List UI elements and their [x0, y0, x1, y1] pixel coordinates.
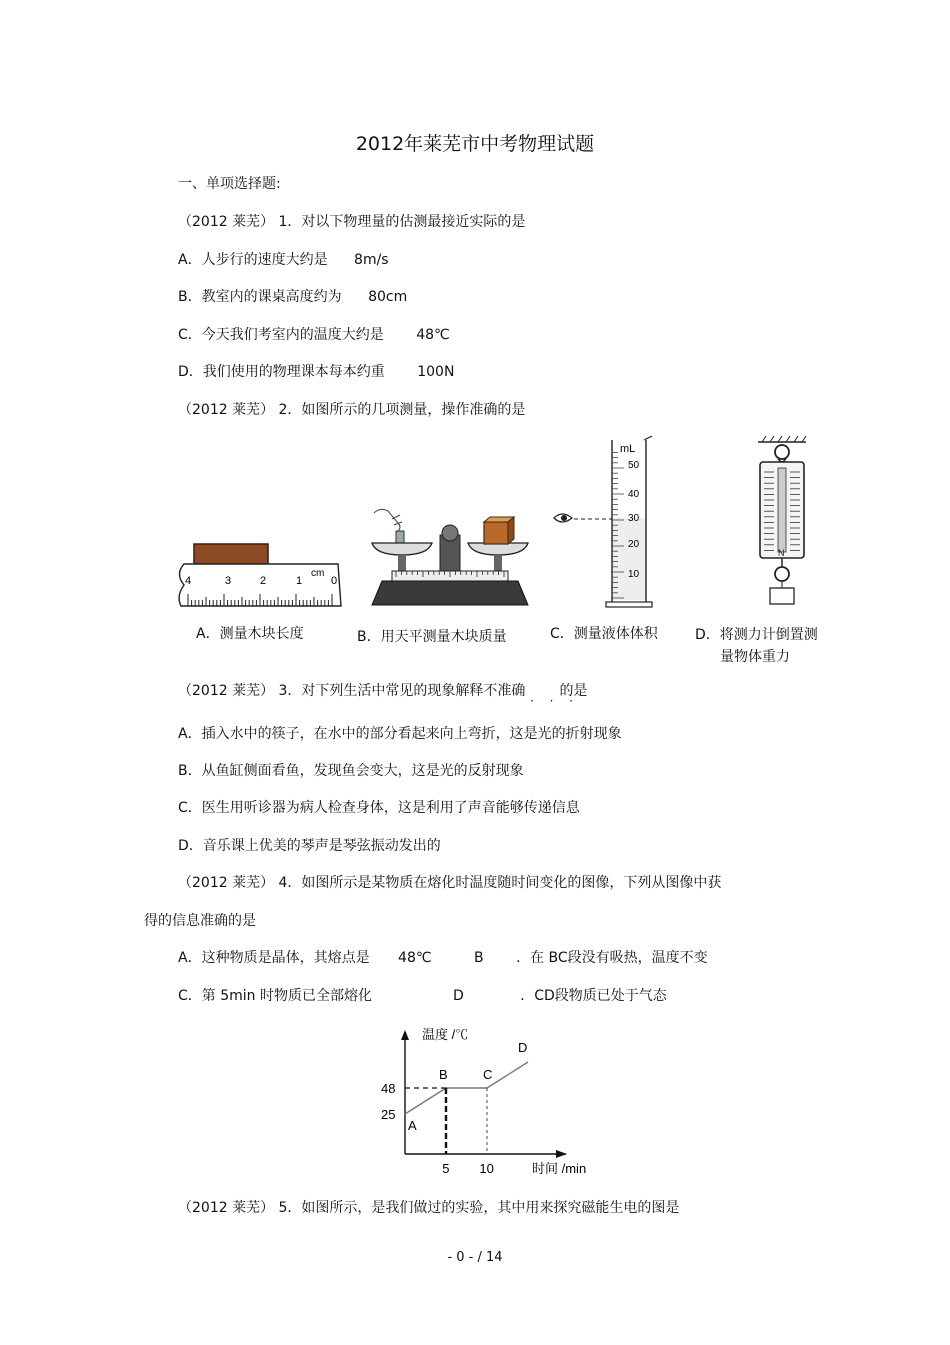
page-title: 2012年莱芜市中考物理试题	[355, 133, 595, 155]
q4-option-d-letter: D	[453, 988, 464, 1004]
q3-option-d: D．音乐课上优美的琴声是琴弦振动发出的	[178, 838, 441, 854]
page-number: - 0 - / 14	[447, 1250, 503, 1265]
cylinder-figure	[550, 436, 660, 611]
q1-option-c-label: C．今天我们考室内的温度大约是	[178, 327, 384, 343]
cylinder-label-20: 20	[628, 539, 640, 550]
q1-option-d	[178, 362, 454, 382]
cylinder-label-10: 10	[628, 569, 640, 580]
balance-right-pan	[468, 543, 528, 555]
q1-option-d-label: D．我们使用的物理课本每本约重	[178, 364, 385, 380]
cylinder-label-50: 50	[628, 460, 640, 471]
hanging-weight	[770, 588, 794, 604]
q1-stem: （2012 莱芜） 1．对以下物理量的估测最接近实际的是	[178, 214, 526, 230]
q4-option-a	[178, 948, 432, 968]
q1-option-b-label: B．教室内的课桌高度约为	[178, 289, 342, 305]
ruler-unit: cm	[311, 568, 325, 579]
q3-option-c: C．医生用听诊器为病人检查身体，这是利用了声音能够传递信息	[178, 800, 580, 816]
q4-stem-line2: 得的信息准确的是	[144, 913, 256, 929]
q1-option-b	[178, 287, 407, 307]
q4-stem-line1: （2012 莱芜） 4．如图所示是某物质在熔化时温度随时间变化的图像，下列从图像中获	[178, 875, 722, 891]
q4-option-b	[474, 948, 708, 968]
ruler-figure	[178, 540, 348, 610]
q4-option-c: C．第 5min 时物质已全部熔化	[178, 988, 372, 1004]
q2-caption-b: B．用天平测量木块质量	[357, 629, 507, 645]
q3-stem-main: （2012 莱芜） 3．对下列生活中常见的现象解释不准确	[178, 683, 526, 699]
q4-option-a-value: 48℃	[398, 950, 432, 966]
balance-base	[372, 581, 528, 605]
q2-caption-d: D．将测力计倒置测	[695, 627, 818, 643]
q1-option-c-value: 48℃	[416, 327, 450, 343]
q3-option-b: B．从鱼缸侧面看鱼，发现鱼会变大，这是光的反射现象	[178, 763, 524, 779]
ruler-label-4: 4	[185, 575, 192, 587]
ruler-label-2: 2	[260, 575, 267, 587]
q4-option-b-letter: B	[474, 950, 484, 966]
balance-figure	[368, 505, 533, 610]
curve-segment-CD	[487, 1062, 528, 1088]
q1-option-c	[178, 325, 450, 345]
cylinder-label-30: 30	[628, 513, 640, 524]
q1-option-d-value: 100N	[417, 364, 455, 380]
x-tick-10: 10	[479, 1161, 494, 1176]
point-label-B: B	[439, 1067, 448, 1083]
q3-option-a: A．插入水中的筷子，在水中的部分看起来向上弯折，这是光的折射现象	[178, 726, 622, 742]
q4-option-b-text: ．在 BC段没有吸热，温度不变	[516, 950, 708, 966]
point-label-D: D	[518, 1040, 528, 1056]
q3-stem	[178, 681, 587, 701]
ruler-label-3: 3	[225, 575, 232, 587]
melting-curve-chart	[370, 1020, 610, 1180]
emphasis-dots: · · ·	[530, 694, 580, 708]
q2-caption-c: C．测量液体体积	[550, 626, 658, 642]
q4-option-d	[453, 986, 667, 1006]
q2-stem: （2012 莱芜） 2．如图所示的几项测量，操作准确的是	[178, 402, 526, 418]
cylinder-unit: mL	[620, 443, 636, 455]
q4-option-d-text: ．CD段物质已处于气态	[520, 988, 667, 1004]
x-tick-5: 5	[442, 1161, 450, 1176]
q3-stem-tail: 的是	[559, 683, 588, 699]
q1-option-a-label: A．人步行的速度大约是	[178, 252, 328, 268]
y-tick-48: 48	[381, 1081, 396, 1097]
point-label-C: C	[483, 1067, 493, 1083]
ruler-label-1: 1	[296, 575, 303, 587]
spring-scale-figure	[752, 436, 812, 608]
q1-option-a	[178, 250, 389, 270]
y-axis-label: 温度 /℃	[422, 1027, 469, 1042]
ruler-label-0: 0	[331, 575, 338, 587]
q2-caption-a: A．测量木块长度	[196, 626, 304, 642]
x-axis-label: 时间 /min	[532, 1161, 587, 1176]
q4-option-a-label: A．这种物质是晶体，其熔点是	[178, 950, 370, 966]
weight-in-tweezers	[396, 531, 404, 543]
balance-cube	[484, 522, 508, 544]
balance-left-pan	[372, 543, 432, 555]
q5-stem: （2012 莱芜） 5．如图所示，是我们做过的实验，其中用来探究磁能生电的图是	[178, 1200, 680, 1216]
point-label-A: A	[408, 1118, 417, 1133]
section-heading: 一、单项选择题:	[178, 176, 281, 192]
cylinder-label-40: 40	[628, 489, 640, 500]
q1-option-b-value: 80cm	[368, 289, 408, 305]
q1-option-a-value: 8m/s	[354, 252, 389, 268]
q2-caption-d-line2: 量物体重力	[720, 649, 790, 665]
svg-text:N: N	[778, 548, 785, 558]
wood-block	[194, 544, 268, 564]
y-tick-25: 25	[381, 1107, 396, 1122]
curve-segment-AB	[405, 1088, 446, 1114]
